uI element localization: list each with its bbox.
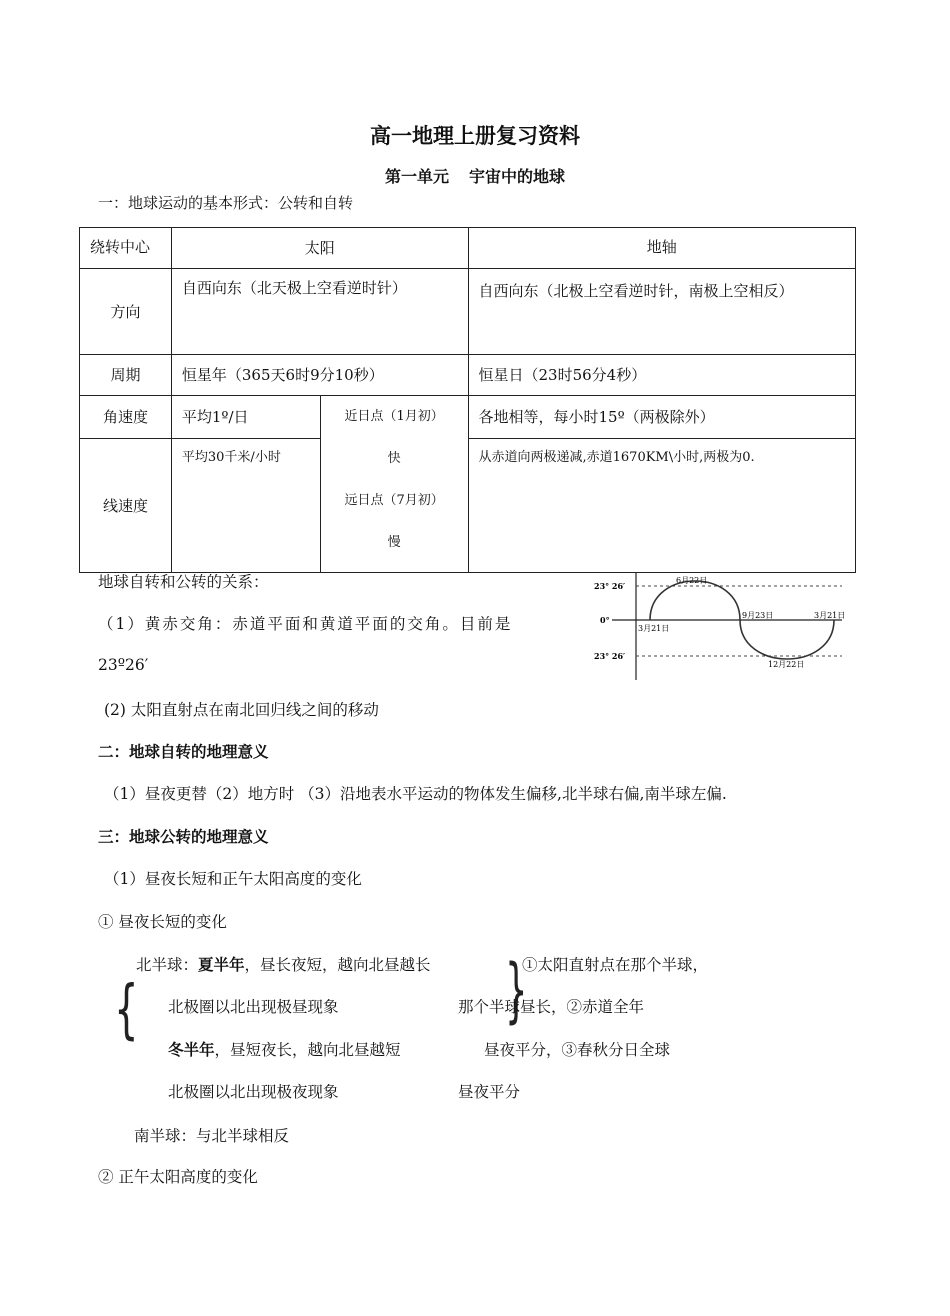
period-axis: 恒星日（23时56分4秒） [468,355,856,396]
section-1-heading: 一：地球运动的基本形式：公转和自转 [98,194,354,212]
perihelion-aphelion-cell [320,396,468,573]
note-line-4: 昼夜平分 [458,1083,521,1101]
southern-hemisphere-line: 南半球：与北半球相反 [134,1127,290,1145]
direction-axis: 自西向东（北极上空看逆时针，南极上空相反） [468,269,856,355]
section-3-sub1b: ② 正午太阳高度的变化 [98,1168,258,1186]
label-lat-zero: 0° [600,615,610,625]
section-3-sub1a: ① 昼夜长短的变化 [98,913,227,931]
label-mar21-start: 3月21日 [638,624,670,633]
label-jun22: 6月22日 [676,576,708,585]
period-sun: 恒星年（365天6时9分10秒） [171,355,468,396]
summer-rest: ，昼长夜短，越向北昼越长 [244,956,431,974]
label-lat-north: 23° 26′ [594,581,626,591]
header-center: 绕转中心 [80,228,172,269]
unit-label: 第一单元 [384,167,449,186]
fast: 快 [387,451,401,466]
relation-heading: 地球自转和公转的关系： [98,573,269,591]
unit-name: 宇宙中的地球 [469,167,566,186]
slow: 慢 [387,535,401,550]
row-label-linear-velocity: 线速度 [80,439,172,573]
label-sep23: 9月23日 [742,611,774,620]
subsolar-point-diagram [590,572,860,682]
polar-night-line: 北极圈以北出现极夜现象 [168,1083,339,1101]
linear-velocity-sun: 平均30千米/小时 [171,439,320,573]
header-sun: 太阳 [171,228,468,269]
polar-day-line: 北极圈以北出现极昼现象 [168,998,339,1016]
label-lat-south: 23° 26′ [594,651,626,661]
perihelion: 近日点（1月初） [344,409,444,424]
left-brace: { [114,973,139,1047]
relation-p1b: 23º26′ [98,656,149,674]
nh-summer-line [136,953,431,975]
note-line-1: ①太阳直射点在那个半球， [522,956,709,974]
section-2-heading: 二：地球自转的地理意义 [98,742,269,761]
direction-sun: 自西向东（北天极上空看逆时针） [171,269,468,355]
section-3-heading: 三：地球公转的地理意义 [98,827,269,846]
linear-velocity-axis: 从赤道向两极递减,赤道1670KM\小时,两极为0. [468,439,856,573]
relation-p1: （1）黄赤交角：赤道平面和黄道平面的交角。目前是 [98,615,513,633]
label-dec22: 12月22日 [768,660,805,669]
page-title: 高一地理上册复习资料 [370,123,580,148]
section-3-sub1: （1）昼夜长短和正午太阳高度的变化 [104,870,362,888]
row-label-period: 周期 [80,355,172,396]
nh-label: 北半球： [136,956,199,974]
summer-half-year: 夏半年 [198,955,245,974]
relation-p2: (2) 太阳直射点在南北回归线之间的移动 [104,701,379,719]
unit-heading [0,164,950,187]
header-axis: 地轴 [468,228,856,269]
angular-velocity-sun: 平均1º/日 [171,396,320,439]
nh-winter-line [168,1038,401,1060]
section-2-text: （1）昼夜更替（2）地方时 （3）沿地表水平运动的物体发生偏移,北半球右偏,南半球左偏. [104,785,727,803]
note-line-2: 那个半球昼长，②赤道全年 [458,998,645,1016]
label-mar21-end: 3月21日 [814,611,846,620]
right-brace: } [505,949,528,1031]
earth-motion-table [79,227,856,573]
angular-velocity-axis: 各地相等，每小时15º（两极除外） [468,396,856,439]
row-label-angular-velocity: 角速度 [80,396,172,439]
note-line-3: 昼夜平分，③春秋分日全球 [484,1041,671,1059]
winter-half-year: 冬半年 [168,1040,215,1059]
aphelion: 远日点（7月初） [344,493,444,508]
row-label-direction: 方向 [80,269,172,355]
winter-rest: ，昼短夜长，越向北昼越短 [214,1041,401,1059]
